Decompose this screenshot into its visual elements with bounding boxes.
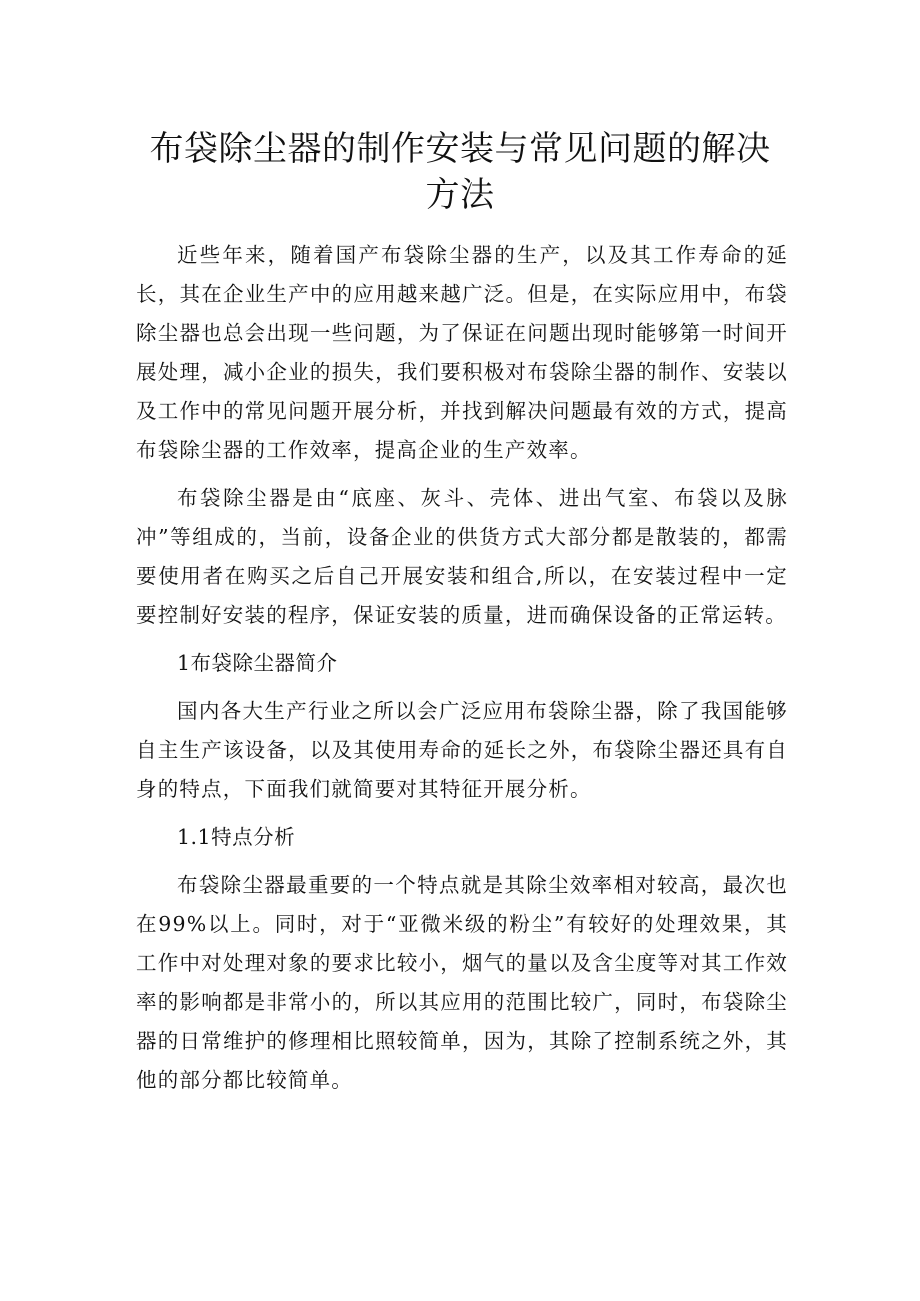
paragraph-features: 布袋除尘器最重要的一个特点就是其除尘效率相对较高，最次也在99%以上。同时，对于“亚微米级的粉尘”有较好的处理效果，其工作中对处理对象的要求比较小，烟气的量以及含尘度等对其工作效率的影响都是非常小的，所以其应用的范围比较广，同时，布袋除尘器的日常维护的修理相比照较简单，因为，其除了控制系统之外，其他的部分都比较简单。 xyxy=(136,873,788,1092)
paragraph-composition: 布袋除尘器是由“底座、灰斗、壳体、进出气室、布袋以及脉冲”等组成的，当前，设备企业的供货方式大部分都是散装的，都需要使用者在购买之后自己开展安装和组合,所以，在安装过程中一定要控制好安装的程序，保证安装的质量，进而确保设备的正常运转。 xyxy=(136,486,788,627)
title-line-2: 方法 xyxy=(425,175,495,215)
title-line-1: 布袋除尘器的制作安装与常见问题的解决 xyxy=(149,129,771,169)
document-body xyxy=(136,236,788,1109)
section-heading-1: 1布袋除尘器简介 xyxy=(177,651,338,675)
section-heading-1-1: 1.1特点分析 xyxy=(177,825,296,849)
document-title xyxy=(130,126,790,218)
paragraph-section-1: 国内各大生产行业之所以会广泛应用布袋除尘器，除了我国能够自主生产该设备，以及其使用寿命的延长之外，布袋除尘器还具有自身的特点，下面我们就简要对其特征开展分析。 xyxy=(136,699,788,801)
paragraph-intro: 近些年来，随着国产布袋除尘器的生产，以及其工作寿命的延长，其在企业生产中的应用越来越广泛。但是，在实际应用中，布袋除尘器也总会出现一些问题，为了保证在问题出现时能够第一时间开展处理，减小企业的损失，我们要积极对布袋除尘器的制作、安装以及工作中的常见问题开展分析，并找到解决问题最有效的方式，提高布袋除尘器的工作效率，提高企业的生产效率。 xyxy=(136,243,788,462)
